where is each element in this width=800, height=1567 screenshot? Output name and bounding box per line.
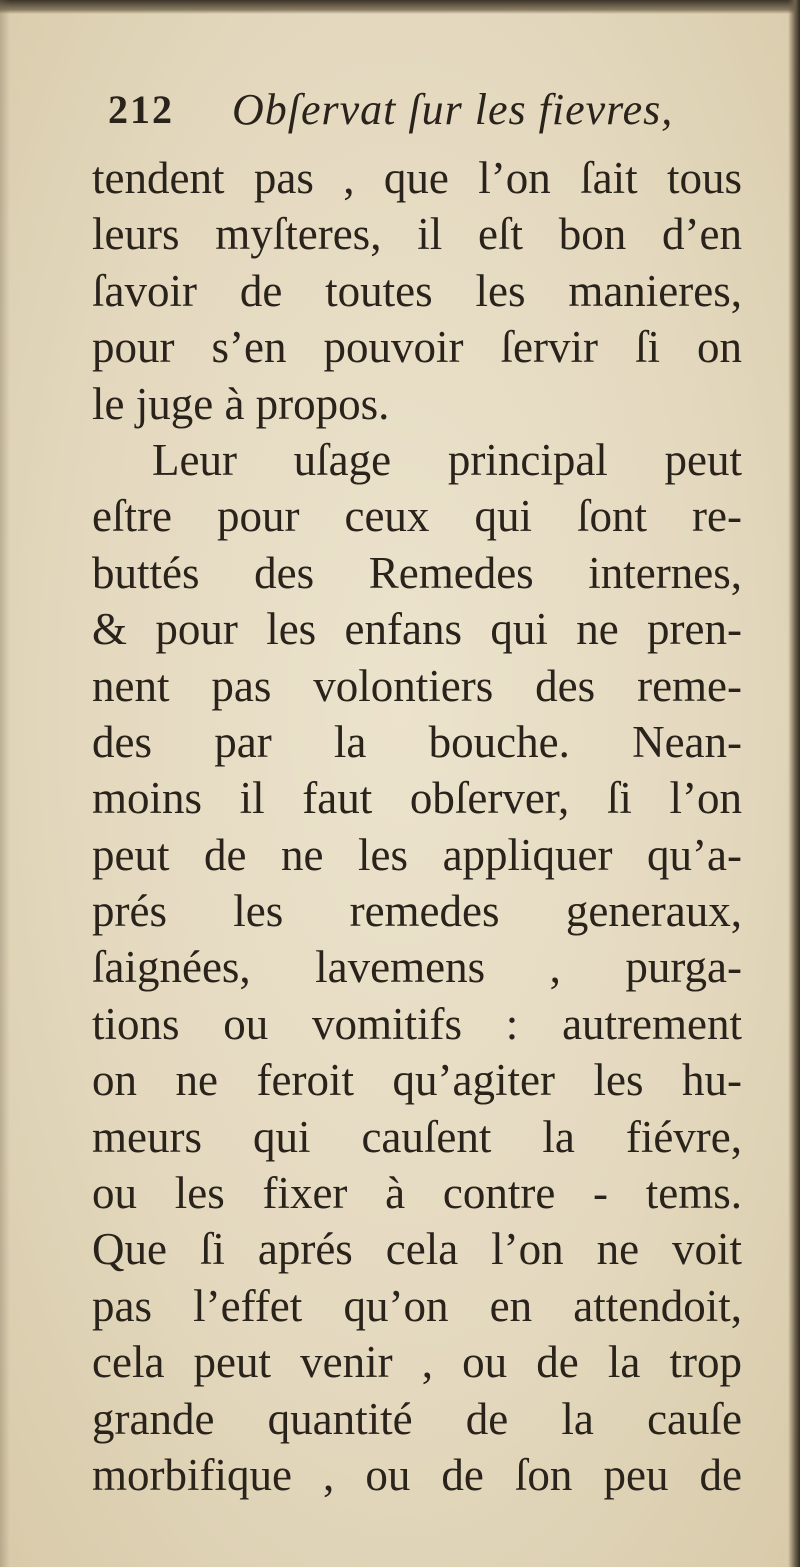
text-line: grande quantité de la cauſe xyxy=(92,1393,742,1444)
text-line: tendent pas , que l’on ſait tous xyxy=(92,153,742,203)
body-text xyxy=(92,150,742,1503)
text-line: ſaignées, lavemens , purga- xyxy=(92,942,742,993)
text-line: on ne feroit qu’agiter les hu- xyxy=(92,1055,742,1106)
text-line: Que ſi aprés cela l’on ne voit xyxy=(92,1224,742,1275)
text-line: eſtre pour ceux qui ſont re- xyxy=(92,491,742,542)
text-line: tions ou vomitifs : autrement xyxy=(92,998,742,1049)
text-line: moins il faut obſerver, ſi l’on xyxy=(92,773,742,824)
text-line: ſavoir de toutes les manieres, xyxy=(92,265,742,316)
page-left-shadow xyxy=(0,0,10,1567)
running-head: Obſervat ſur les fievres, xyxy=(232,85,674,134)
text-line: prés les remedes generaux, xyxy=(92,886,742,937)
page-binding-edge xyxy=(788,0,800,1567)
text-line: pas l’effet qu’on en attendoit, xyxy=(92,1280,742,1331)
text-line: meurs qui cauſent la fiévre, xyxy=(92,1111,742,1162)
text-line: des par la bouche. Nean- xyxy=(92,716,742,767)
page-top-edge xyxy=(0,0,800,14)
text-line: morbifique , ou de ſon peu de xyxy=(92,1449,742,1500)
text-line: ou les fixer à contre - tems. xyxy=(92,1168,742,1219)
text-line: nent pas volontiers des reme- xyxy=(92,660,742,711)
text-line: peut de ne les appliquer qu’a- xyxy=(92,829,742,880)
text-line: pour s’en pouvoir ſervir ſi on xyxy=(92,322,742,373)
text-line: cela peut venir , ou de la trop xyxy=(92,1337,742,1388)
page-header xyxy=(108,86,748,146)
text-line: buttés des Remedes internes, xyxy=(92,547,742,598)
text-line: & pour les enfans qui ne pren- xyxy=(92,604,742,655)
text-line: leurs myſteres, il eſt bon d’en xyxy=(92,209,742,260)
text-line: le juge à propos. xyxy=(92,378,390,429)
page-number: 212 xyxy=(108,87,174,132)
text-line: Leur uſage principal peut xyxy=(152,434,742,485)
